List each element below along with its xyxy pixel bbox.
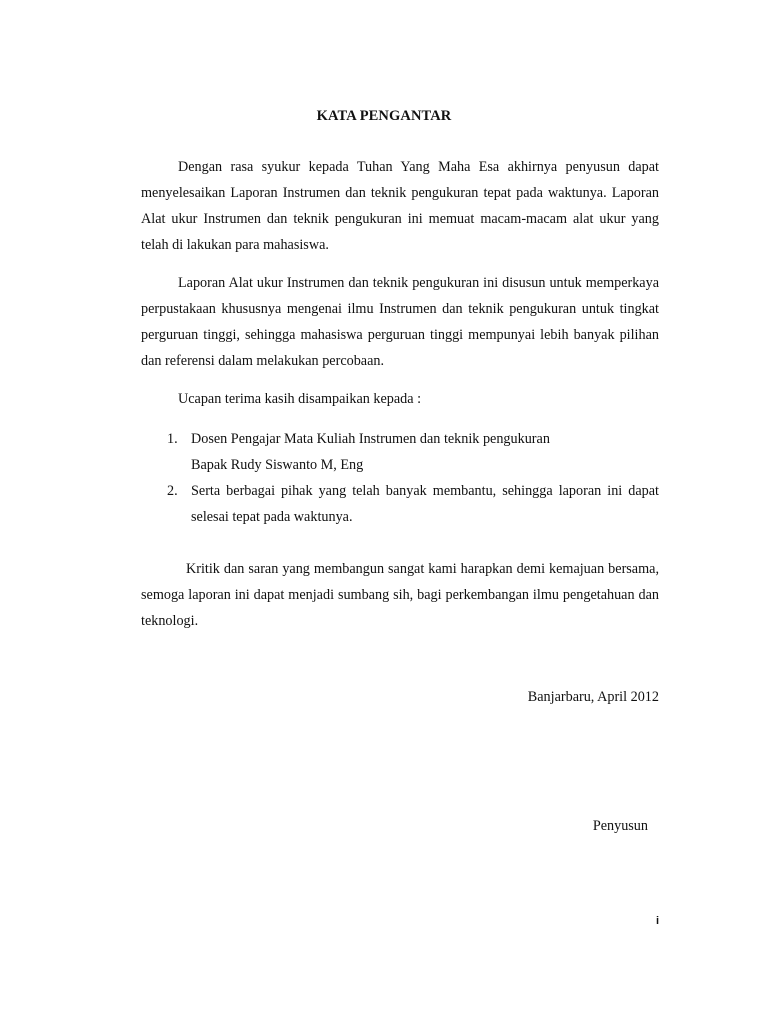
paragraph-purpose: Laporan Alat ukur Instrumen dan teknik pengukuran ini disusun untuk memperkaya perpustakaan khususnya mengenai ilmu Instrumen dan teknik pengukuran untuk tingkat perguruan tinggi, sehingga mahasiswa perguruan tinggi mempunyai lebih banyak pilihan dan referensi dalam melakukan percobaan. — [141, 275, 659, 369]
list-item — [167, 478, 659, 530]
list-item-line: Dosen Pengajar Mata Kuliah Instrumen dan teknik pengukuran — [191, 431, 550, 447]
list-item-line: Serta berbagai pihak yang telah banyak membantu, sehingga laporan ini dapat selesai tepat pada waktunya. — [191, 483, 659, 525]
list-number: 2. — [167, 483, 178, 499]
list-number: 1. — [167, 431, 178, 447]
author-signature: Penyusun — [592, 818, 648, 834]
paragraph-closing: Kritik dan saran yang membangun sangat kami harapkan demi kemajuan bersama, semoga laporan ini dapat menjadi sumbang sih, bagi perkembangan ilmu pengetahuan dan teknologi. — [141, 561, 659, 629]
thanks-list — [167, 426, 659, 530]
page-number: i — [656, 915, 660, 927]
list-item — [167, 426, 659, 478]
paragraph-intro: Dengan rasa syukur kepada Tuhan Yang Maha Esa akhirnya penyusun dapat menyelesaikan Laporan Instrumen dan teknik pengukuran tepat pada waktunya. Laporan Alat ukur Instrumen dan teknik pengukuran ini memuat macam-macam alat ukur yang telah di lakukan para mahasiswa. — [141, 159, 659, 253]
place-date: Banjarbaru, April 2012 — [527, 689, 659, 705]
paragraph-thanks: Ucapan terima kasih disampaikan kepada : — [178, 391, 422, 407]
page-title: KATA PENGANTAR — [316, 108, 452, 124]
list-item-line: Bapak Rudy Siswanto M, Eng — [191, 457, 364, 473]
